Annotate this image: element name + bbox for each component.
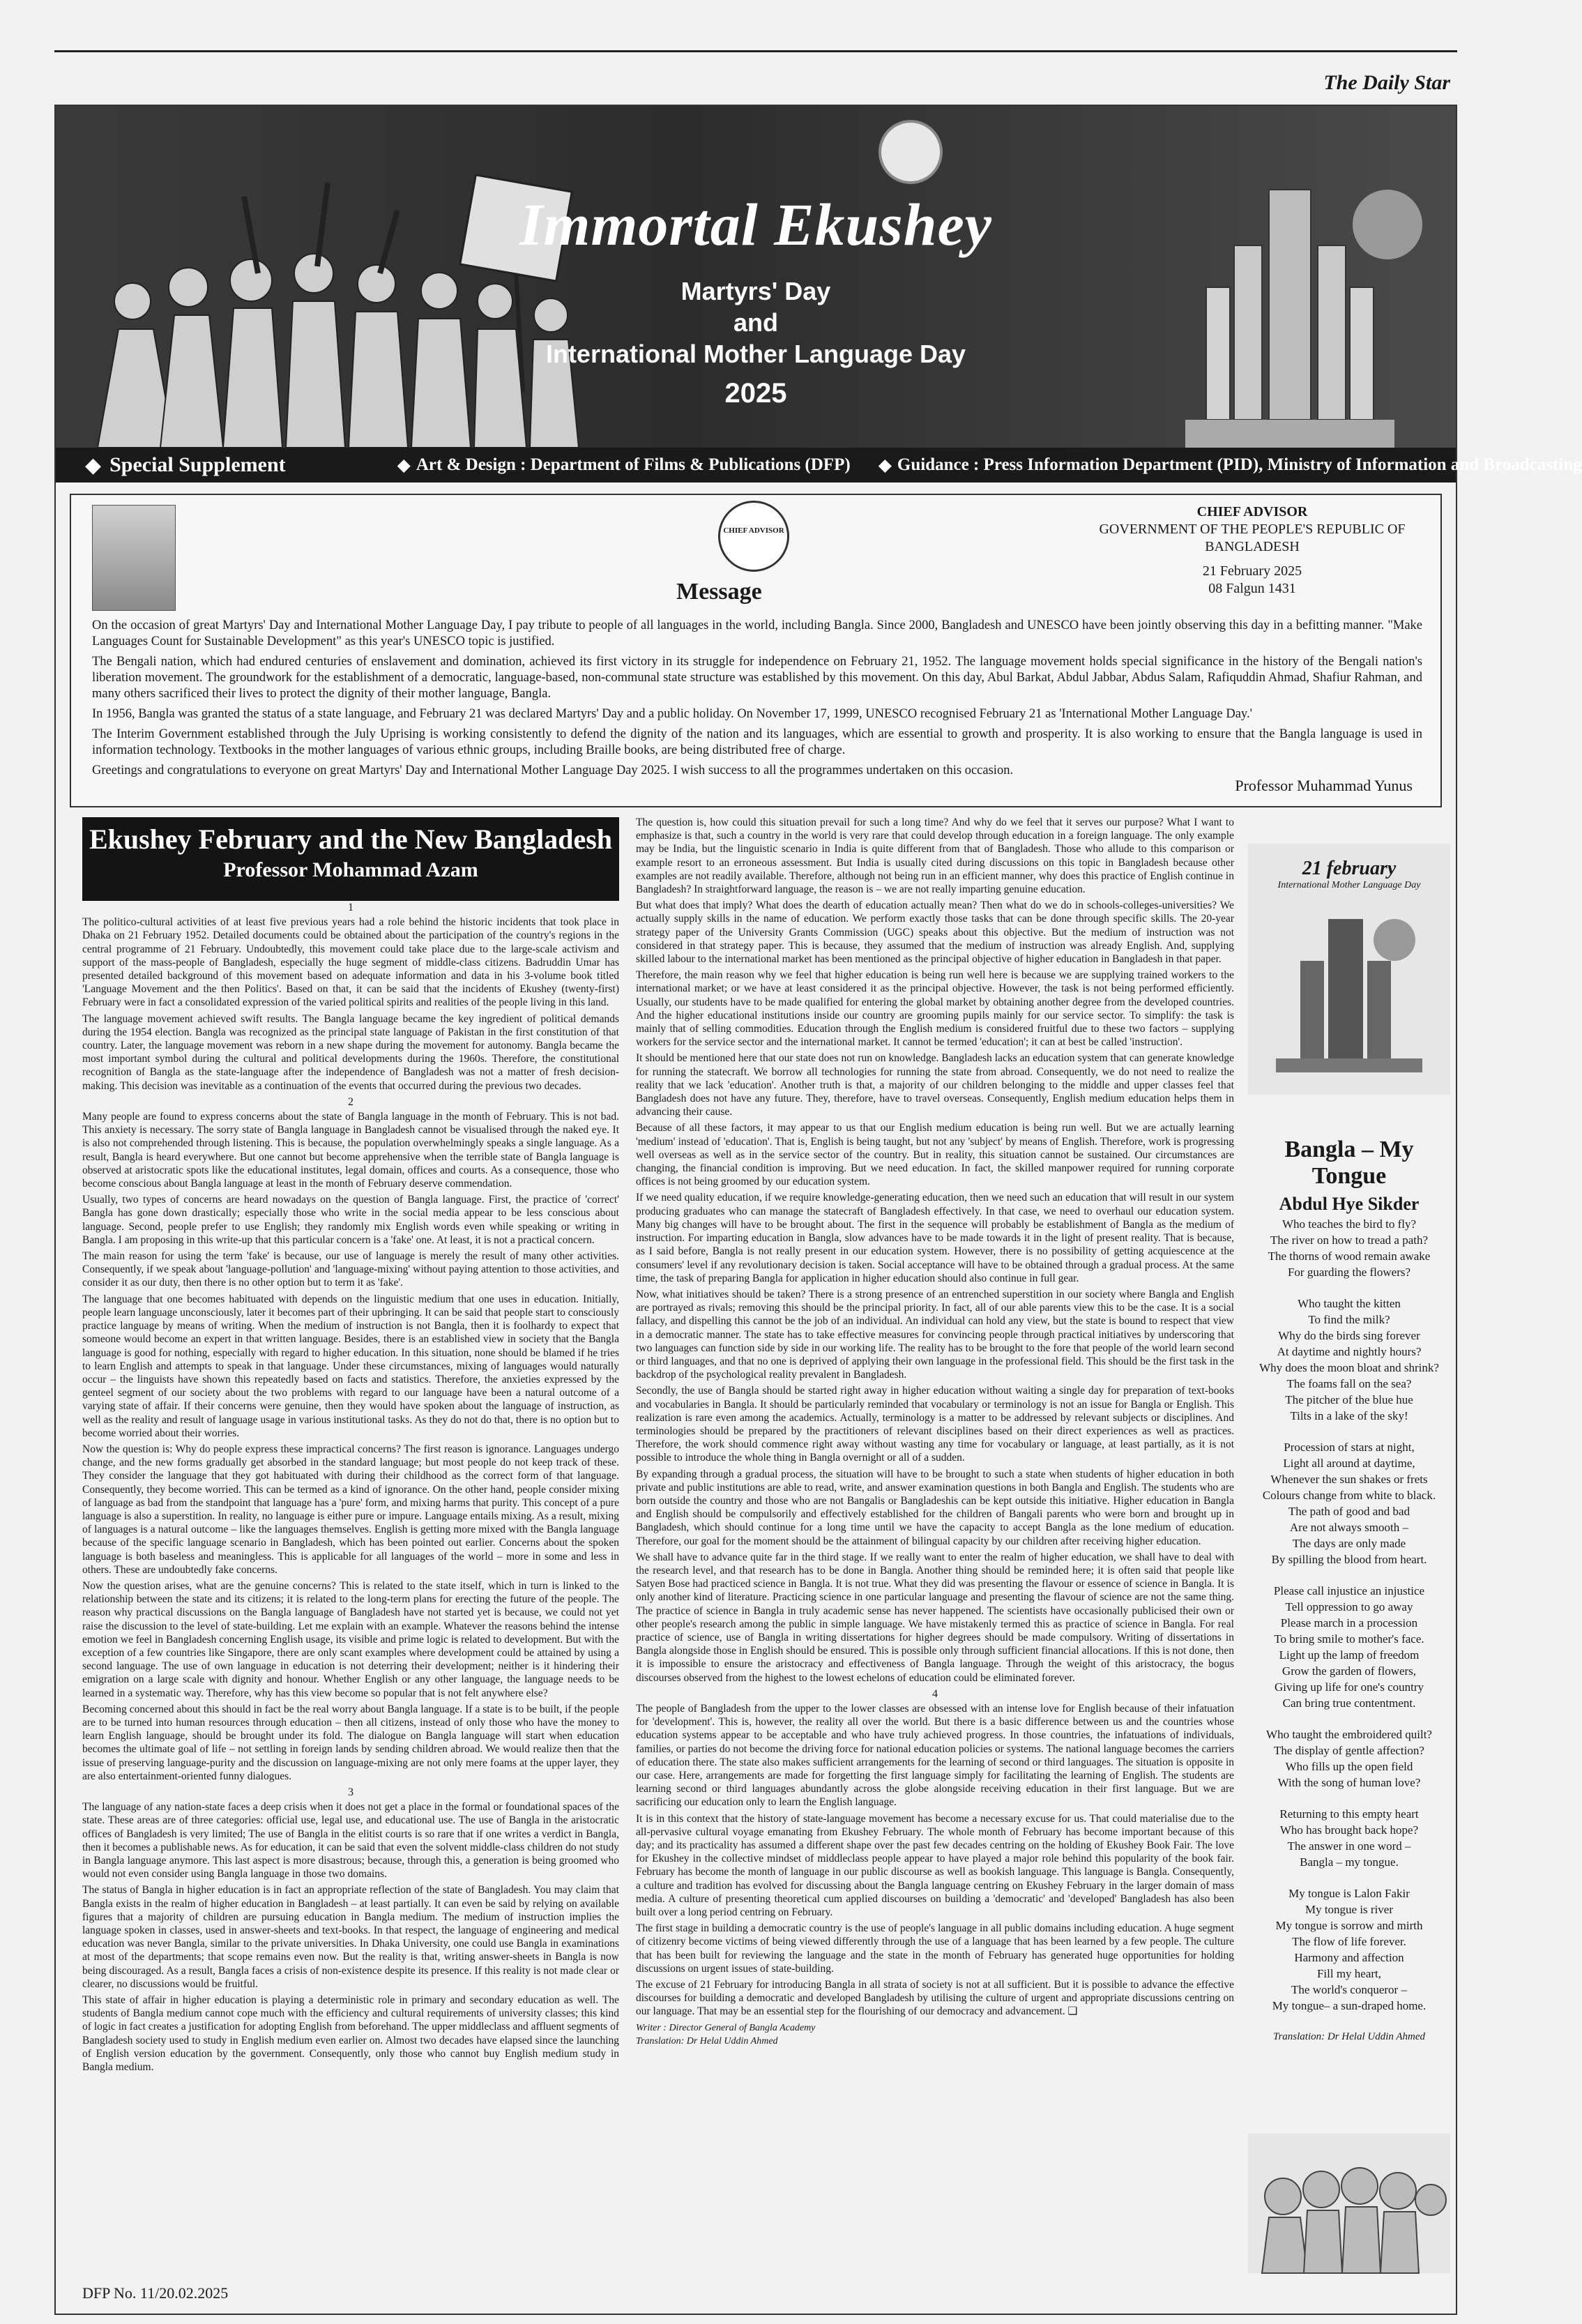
- article-paragraph: Now the question arises, what are the genuine concerns? This is related to the state itself, which in turn is linked to the relationship between the state and its citizens; it is related to the long-term plans for erecting the future of the people. The reason why practical discussions on the Bangla language of Bangladesh have not started yet is because, we could not yet raise the discussion to the level of state-building. Let me explain with an example. Whatever the reasons behind the intense emotion we feel in Bangladesh concerning English usage, its visible and prime logic is related to development. But with the exception of a few countries like Singapore, there are only scant examples where development could be attained by using a second language. The use of own language in education is not deterring their development; neither is it hindering their emigration on a large scale with dignity and honour. Whether English or any other language, the language needs to be learned in a systematic way. Therefore, why has this view become so popular that is not felt anywhere else?: [82, 1579, 619, 1699]
- article-paragraph: The first stage in building a democratic country is the use of people's language in all public domains including education. A huge segment of citizenry become victims of being viewed differently through the use of a language that has been learned by a few people. The culture that has been built for reviewing the language and the state in the month of February has generated huge opportunities for holding discussions on urgent issues of state-building.: [636, 1922, 1234, 1975]
- illustration-subtitle: International Mother Language Day: [1277, 880, 1421, 890]
- message-paragraph: The Interim Government established through the July Uprising is working consistently to defend the dignity of the nation and its languages, which are essential to growth and prosperity. It is also working to ensure that the Bangla language is used in information technology. Textbooks in the mother languages of various ethnic groups, including Braille books, are being distributed free of charge.: [92, 727, 1422, 757]
- bullet-icon: ◆: [878, 456, 892, 475]
- seal-text: CHIEF ADVISOR: [723, 526, 784, 535]
- message-header-right: [1092, 503, 1413, 598]
- message-body: [92, 618, 1422, 783]
- message-paragraph: The Bengali nation, which had endured centuries of enslavement and domination, achieved its first victory in its struggle for independence on February 21, 1952. The language movement holds special significance in the history of the Bengali nation's liberation movement. The groundwork for the establishment of a democratic, language-based, non-communal state structure was established by this movement. On this day, Abul Barkat, Abdul Jabbar, Abdus Salam, Rafiquddin Ahmad, Shafiur Rahman, and many others sacrificed their lives to protect the dignity of their mother language, Bangla.: [92, 655, 1422, 701]
- article-paragraph: The politico-cultural activities of at least five previous years had a role behind the historic incidents that took place in Dhaka on 21 February 1952. Detailed documents could be obtained about the participation of the country's regions in the central programme of 21 February. Undoubtedly, this movement could take place due to the large-scale activism and support of the mass-people of Bangladesh, especially the huge segment of middle-class citizens. Badruddin Umar has presented detailed background of this movement based on adequate information and data in his 3-volume book titled 'Language Movement and the then Politics'. Based on that, it can be said that the incidents of Ekushey (twenty-first) February were in fact a consolidated expression of the varied political spirits and realities of the people living in this land.: [82, 916, 619, 1009]
- article-paragraph: It is in this context that the history of state-language movement has become a necessary excuse for us. That could materialise due to the all-pervasive cultural voyage emanating from Ekushey February. The whole month of February has become important because of this day; and its practicality has assumed a different shape over the past few decades centring on the holding of Ekushey Book Fair. The love for Ekushey in the collective mindset of middleclass people appear to have played a major role behind this popularity of the book fair. February has become the month of language in our public discourse as well as bookish language. This language is Bangla. Consequently, a culture and tradition has evolved for discussing about the Bangla language centring on Ekushey February in the larger domain of mass media. A culture of presenting theoretical cum applied discourses on building a 'democratic' and 'developed' Bangladesh has also been built over a long period centring on February.: [636, 1812, 1234, 1919]
- section-number: 3: [348, 1786, 353, 1798]
- martyrs-sketch-illustration: [1248, 2134, 1450, 2273]
- bullet-icon: ◆: [85, 453, 102, 477]
- article-paragraph: The language movement achieved swift results. The Bangla language became the key ingredient of political demands during the 1954 election. Bangla was recognized as the principal state language of Pakistan in the first constitution of that country. Later, the language movement was reborn in a new shape during the movement for autonomy. Bangla became the most important symbol during the cultural and political developments during the 1960s. Therefore, the constitutional recognition of Bangla as the state-language after the independence of Bangladesh was not a matter of fresh decision-making. This decision was inevitable as a continuation of the events that occurred during the previous two decades.: [82, 1012, 619, 1092]
- message-date-bengali: 08 Falgun 1431: [1208, 581, 1296, 596]
- banner-title: Immortal Ekushey: [519, 191, 992, 258]
- article-paragraph: Now, what initiatives should be taken? There is a strong presence of an entrenched superstition in our society where Bangla and English are portrayed as rivals; removing this should be the principal priority. In fact, all of our able parents view this to be the case. It is a social fallacy, and dispelling this cannot be the job of an individual. An individual can hold any view, but the state is bound to respect that view in a democratic manner. The state has to take effective measures for convincing people through practical initiatives by underscoring that two languages can function side by side in our working life. The reality has to be brought to the fore that people of the world learn second or third languages, and that no one is deprived of applying their own language in the professional field. This should be the first task in the backdrop of the psychological reality prevalent in Bangladesh.: [636, 1288, 1234, 1381]
- section-number: 1: [348, 902, 353, 913]
- newspaper-masthead: The Daily Star: [1323, 71, 1450, 94]
- chief-advisor-seal: [718, 501, 789, 572]
- article-translation-note: Translation: Dr Helal Uddin Ahmed: [636, 2035, 778, 2046]
- message-date-gregorian: 21 February 2025: [1202, 563, 1302, 579]
- article-paragraph: The main reason for using the term 'fake' is because, our use of language is merely the result of many other activities. Consequently, if we speak about 'language-pollution' and 'language-mixing' without paying attention to those activities, and consider it as our duty, then there is no other option but to term it as 'fake'.: [82, 1250, 619, 1289]
- message-title: Message: [676, 579, 762, 605]
- banner-line-and: and: [733, 308, 778, 337]
- bullet-icon: ◆: [397, 456, 411, 475]
- poem-body: [1248, 1216, 1450, 2045]
- poem-stanza: Returning to this empty heart Who has brought back hope? The answer in one word – Bangla – my tongue.: [1279, 1807, 1419, 1869]
- article-headline-box: [82, 817, 619, 901]
- language-day-illustration: [1248, 844, 1450, 1095]
- martyrs-portraits-icon: [1248, 2134, 1450, 2273]
- poem-translation-credit: Translation: Dr Helal Uddin Ahmed: [1272, 2031, 1426, 2042]
- banner-line-martyrs-day: Martyrs' Day: [680, 277, 831, 305]
- poem-stanza: Procession of stars at night, Light all around at daytime, Whenever the sun shakes or frets Colours change from white to black. The path of good and bad Are not always smooth – The days are only made By spilling the blood from heart.: [1262, 1441, 1436, 1566]
- poem-header: [1248, 1137, 1450, 1215]
- article-paragraph: Becoming concerned about this should in fact be the real worry about Bangla language. If a state is to be built, if the people are to be turned into human resources through education – then all citizens, instead of only those who have the money to learn English language, should be brought under its fold. The dialogue on Bangla language will start when education becomes the ultimate goal of life – not settling in foreign lands by sending children abroad. We would realize then that the issue of preserving language-purity and the discussion on language-mixing are not only mere foams at the upper layer, they are also entertainment-oriented funny dialogues.: [82, 1703, 619, 1782]
- article-paragraph: But what does that imply? What does the dearth of education actually mean? Then what do we do in schools-colleges-universities? We actually supply skills in the name of education. We perform exactly those tasks that can be done through specific skills. The 20-year strategy paper of the University Grants Commission (UGC) speaks about this objective. But the medium of instruction was not considered in that strategy paper. This is because, they assumed that the medium of instruction was already English. And, supplying skilled labour to the international market has been mentioned as the principal objective of higher education in Bangladesh in that paper.: [636, 899, 1234, 966]
- article-author: Professor Mohammad Azam: [223, 858, 478, 881]
- art-design-credit: Art & Design : Department of Films & Publications (DFP): [416, 455, 851, 474]
- poem-stanza: Who taught the kitten To find the milk? Why do the birds sing forever At daytime and nightly hours? Why does the moon bloat and shrink? The foams fall on the sea? The pitcher of the blue hue Tilts in a lake of the sky!: [1259, 1297, 1439, 1422]
- top-rule: [54, 50, 1457, 52]
- government-name: GOVERNMENT OF THE PEOPLE'S REPUBLIC OF BANGLADESH: [1099, 522, 1406, 554]
- dfp-number: DFP No. 11/20.02.2025: [82, 2284, 229, 2302]
- article-paragraph: Usually, two types of concerns are heard nowadays on the question of Bangla language. First, the practice of 'correct' Bangla has gone down drastically; especially those who write in the social media appear to be less conscious about language. Second, people prefer to use English; they randomly mix English words even while speaking or writing in Bangla. I am proposing in this write-up that this particular concern is a 'fake' one. At least, it is not a practical concern.: [82, 1194, 619, 1246]
- poem-title: Bangla – My Tongue: [1284, 1137, 1414, 1189]
- article-writer-note: Writer : Director General of Bangla Academy: [636, 2022, 816, 2033]
- poem-stanza: Please call injustice an injustice Tell oppression to go away Please march in a procession To bring smile to mother's face. Light up the lamp of freedom Grow the garden of flowers, Giving up life for one's country Can bring true contentment.: [1273, 1584, 1425, 1710]
- article-column-middle: [636, 816, 1234, 2280]
- bangladesh-emblem: [879, 120, 943, 184]
- article-paragraph: By expanding through a gradual process, the situation will have to be brought to such a state when students of higher education in both private and public institutions are able to read, write, and answer examination questions in both Bangla and English. The students who are born outside the country and those who are not Bangalis or Bangladeshis can be kept outside this initiative. Higher education in Bangla and English should be compulsorily and effectively established for the children of Bangali parents who were born and brought up in Bangladesh, which should continue for a long time until we have the capacity to accept Bangla as the lone medium of education. Therefore, our goal for the moment should be the attainment of bilingual capacity by our children after receiving higher education.: [636, 1468, 1234, 1547]
- message-paragraph: On the occasion of great Martyrs' Day and International Mother Language Day, I pay tribute to people of all languages in the world, including Bangla. Since 2000, Bangladesh and UNESCO have been jointly observing this day in a befitting manner. "Make Languages Count for Sustainable Development" as this year's UNESCO topic is justified.: [92, 618, 1422, 648]
- article-paragraph: Because of all these factors, it may appear to us that our English medium education is being run well. But we are actually learning 'medium' instead of 'education'. That is, English is being taught, but not any 'subject' by means of English. Therefore, work is progressing well overseas as well as in the service sector of the country. But in reality, this situation cannot be sustained. Our circumstances are changing, the financial condition is improving. But we need education. In fact, the skilled manpower required for running corporate offices is not being groomed by our education system.: [636, 1122, 1234, 1188]
- article-paragraph: The language that one becomes habituated with depends on the linguistic medium that one uses in education. Initially, people learn language unconsciously, later it becomes part of their upbringing. It can be said that people start to consciously practice language by means of writing. When the medium of instruction is not Bangla, then it is foolhardy to expect that someone would become an expert in that written language. Besides, there is an established view in society that the Bangla language is good for nothing, especially with regard to higher education. In this situation, none should be blamed if he tries to learn English and attempts to speak in that language. Under these circumstances, mixing of languages would naturally occur – the linguists have shown this repeatedly based on facts and statistics. Therefore, the anxieties expressed by the genteel segment of our society about the two problems with regard to our language have been a natural outcome of a varying state of affair. If their concerns were genuine, then they would have spoken about the language of instruction, as well as the reality and result of language usage in various institutional tasks. As they do not do that, there is no option but to become worried about their worries.: [82, 1293, 619, 1439]
- article-paragraph: The excuse of 21 February for introducing Bangla in all strata of society is not at all sufficient. But it is possible to advance the effective discourses for building a democratic and developed Bangladesh by utilising the culture of urgent and appropriate discussions centring on our language. That may be an essential step for the flourishing of our democracy and advancement. ❏: [636, 1979, 1234, 2018]
- article-paragraph: We shall have to advance quite far in the third stage. If we really want to enter the realm of higher education, we shall have to deal with the research level, and that research has to be done in Bangla. Another thing should be reminded here; it is often said that people like Satyen Bose had practiced science in Bangla. It is not true. What they did was presenting the flavour or essence of science in Bangla. It is only another kind of literature. Practicing science in one particular language and presenting the flavour of science are not the same thing. The practice of science in Bangla in truly academic sense has never happened. The scientists have occasionally publicised their own or other people's research among the public in simple language. We have mistakenly termed this as practice of science in Bangla. For real practice of science, use of Bangla in writing dissertations for higher degrees should be made compulsory. Writing of dissertations in Bangla alongside those in English should be ensured. This is possible only through sufficient financial allocations. If this is not done, then it is impossible to ensure the aristocracy and effectiveness of Bangla language. Through the weight of this aristocracy, the bogus discourses observed from the highest to the lowest echelons of education could be eliminated forever.: [636, 1551, 1234, 1684]
- minar-sketch-icon: [1248, 891, 1450, 1086]
- article-paragraph: Therefore, the main reason why we feel that higher education is being run well here is because we are supplying trained workers to the international market; or we have at least considered it as the principal objective. However, the task is not being performed efficiently. Usually, our students have to be made qualified for entering the global market by obtaining another degree from the developed countries. And the higher educational institutions inside our country are grooming pupils mainly for our service sector. To simplify: the task is mainly that of selling commodities. Education through the English medium is considered fruitful due to these two factors – supplying workers for the service sector and the international market. It cannot be termed 'education'; it can at best be called 'instruction'.: [636, 969, 1234, 1049]
- article-paragraph: The status of Bangla in higher education is in fact an appropriate reflection of the state of Bangladesh. You may claim that Bangla exists in the realm of higher education in Bangladesh – at least partially. It can even be said by relying on available figures that a majority of children are pursuing education in Bangla medium. The medium of instruction implies the language spoken in classes, used in answer-sheets and text-books. In that respect, the language of engineering and medical education was never Bangla, similar to the private universities. In Dhaka University, one could use Bangla in examinations at most of the departments; that scope remains even now. But the reality is that, writing answer-sheets in Bangla is now being discouraged. As a result, Bangla faces a crisis of non-existence despite its presence. If this reality is not made clear or clearer, no discussions would be fruitful.: [82, 1884, 619, 1990]
- section-number: 2: [348, 1095, 353, 1108]
- poem-stanza: Who teaches the bird to fly? The river on how to tread a path? The thorns of wood remain awake For guarding the flowers?: [1268, 1217, 1431, 1279]
- article-paragraph: If we need quality education, if we require knowledge-generating education, then we need such an education that will result in our system producing graduates who can manage the statecraft of Bangladesh effectively. In that case, we need to overhaul our education system. Many big changes will have to be brought about. The first in the sequence will probably be establishment of Bangla as the medium of instruction. For imparting education in Bangla, slow advances have to be made towards it in the light of present reality. That is because, as I said before, Bangla is not really present in our education system. However, there is no possibility of getting acquiescence at the consumers' level if any revolutionary decision is taken. Social acceptance will have to be obtained through a gradual process. At the same time, the task of preparing Bangla for application in higher education should also continue in full gear.: [636, 1192, 1234, 1284]
- signatory-name: Professor Muhammad Yunus: [1235, 777, 1413, 794]
- article-paragraph: The language of any nation-state faces a deep crisis when it does not get a place in the formal or foundational spaces of the state. These areas are of three categories: official use, legal use, and educational use. The use of Bangla in the aristocratic offices of Bangladesh is very limited; The use of Bangla in the elitist courts is so rare that if one writes a verdict in Bangla, then it becomes a publishable news. As for education, it can be said that even the solvent middle-class children do not study in Bangla language anymore. This last aspect is more disastrous; because, through this, a generation is being groomed who would not even consider using Bangla language in those two domains.: [82, 1801, 619, 1881]
- illustration-title: 21 february: [1302, 858, 1397, 879]
- chief-advisor-portrait: [92, 505, 176, 611]
- article-paragraph: The people of Bangladesh from the upper to the lower classes are obsessed with an intense love for English because of their infatuation for 'development'. This is, however, the reality all over the world. But there is a basic difference between us and the countries whose education systems appear to be acceptable and who have truly achieved progress. In those countries, the infatuations of individuals, families, or parties do not become the driving force for national education policies or systems. The national language becomes the carriers of education there. The state also makes sufficient arrangements for the learning of second or third languages. The situation is opposite in our case. Here, arrangements are made for forgetting the first language simply for facilitating the learning of English. The students are learning second or third languages abundantly across the globe alongside receiving education in their first language. But we are sacrificing our education only to learn the English language.: [636, 1703, 1234, 1809]
- supplement-banner: [56, 106, 1456, 448]
- supplement-credit-strip: [56, 448, 1582, 483]
- article-column-left: [82, 899, 619, 2277]
- banner-line-year: 2025: [724, 378, 787, 409]
- message-paragraph: In 1956, Bangla was granted the status of a state language, and February 21 was declared Martyrs' Day and a public holiday. On November 17, 1999, UNESCO recognised February 21 as 'International Mother Language Day.': [92, 707, 1252, 721]
- banner-line-mother-language-day: International Mother Language Day: [545, 340, 966, 368]
- article-paragraph: It should be mentioned here that our state does not run on knowledge. Bangladesh lacks an education system that can generate knowledge for running the statecraft. We borrow all technologies for running the state from abroad. Consequently, we do not need to realize the reality that we lack 'education'. Another truth is that, a majority of our children belonging to the middle and upper classes feel that Bangladesh does not have any future. They, therefore, have to travel overseas. Consequently, English medium education helps them in advancing their cause.: [636, 1052, 1234, 1118]
- message-paragraph: Greetings and congratulations to everyone on great Martyrs' Day and International Mother Language Day 2025. I wish success to all the programmes undertaken on this occasion.: [92, 764, 1014, 777]
- article-paragraph: The question is, how could this situation prevail for such a long time? And why do we feel that it serves our purpose? What I want to emphasize is that, such a country in the world is very rare that could develop through education in a foreign language. The only example may be India, but the linguistic scenario in India is quite different from that of Bangladesh. Those who allude to this comparison or example resort to an erroneous assessment. But India is usually cited during discussions on this topic in Bangladesh because other examples are not readily available. Therefore, although not being run in an efficient manner, why does this practice of English continue in Bangladesh? In straightforward language, the reason is – we are not really imparting genuine education.: [636, 817, 1234, 896]
- section-number: 4: [932, 1687, 938, 1700]
- article-paragraph: Secondly, the use of Bangla should be started right away in higher education without waiting a single day for preparation of text-books and vocabularies in Bangla. It should be particularly reminded that vocabulary or terminology is not an issue for Bangla or English. This realization is rare even among the academics. Actually, terminology is a matter to be addressed by relevant subjects or disciplines. And terminologies should be prepared by the practitioners of relevant disciplines based on their direct experiences as well as practices. Therefore, the work should commence right away without wasting any time for vocabulary or language, at least partially, as it is not possible to introduce the whole thing in Bangla overnight or all of a sudden.: [636, 1385, 1234, 1464]
- special-supplement-label: Special Supplement: [109, 453, 286, 476]
- article-headline: Ekushey February and the New Bangladesh: [89, 823, 613, 855]
- poem-author: Abdul Hye Sikder: [1279, 1194, 1420, 1214]
- guidance-credit: Guidance : Press Information Department (PID), Ministry of Information and Broadcasting: [897, 455, 1582, 474]
- article-paragraph: This state of affair in higher education is playing a deterministic role in primary and secondary education as well. The students of Bangla medium cannot cope much with the efficiency and cultural requirements of university classes; this kind of logic in fact creates a justification for adopting English from beforehand. The upper middleclass and affluent segments of Bangladesh society used to study in English medium even earlier on. Almost two decades have elapsed since the launching of English version education by the government. Consequently, only those who cannot buy English medium study in Bangla medium.: [82, 1994, 619, 2074]
- poem-stanza: My tongue is Lalon Fakir My tongue is river My tongue is sorrow and mirth The flow of life forever. Harmony and affection Fill my heart, The world's conqueror – My tongue– a sun-draped home.: [1272, 1887, 1427, 2012]
- role-title: CHIEF ADVISOR: [1196, 504, 1308, 519]
- article-paragraph: Now the question is: Why do people express these impractical concerns? The first reason is ignorance. Languages undergo change, and the new forms gradually get absorbed in the standard language; but most people do not keep track of these. They consider the language that they got habituated with during their childhood as the correct form of that language. Consequently, they become worried. This can be termed as a kind of ignorance. On the other hand, people consider mixing of language as bad from the standpoint that language has a 'pure' form, and mixing harms that purity. This concept of a pure language is also a superstition. In reality, no language is either pure or impure. Language entails mixing. As a result, mixing of languages is a natural outcome – like the languages themselves. English is getting more mixed with the Bangla language because of the specific language scenario in Bangladesh, which has been pointed out earlier. Concerns about the spoken language is both baseless and meaningless. This is applicable for all languages of the world – more in some and less in others. These are undoubtedly fake concerns.: [82, 1443, 619, 1576]
- article-paragraph: Many people are found to express concerns about the state of Bangla language in the month of February. This is not bad. This anxiety is necessary. The sorry state of Bangla language in Bangladesh cannot be visualised through the naked eye. It is also not comprehended through listening. This is because, the population overwhelmingly speaks a single language. As a result, Bangla is heard everywhere. But one cannot but become apprehensive when the terrible state of Bangla language is observed at aristocratic spots like the educational institutes, legal domain, offices and courts. As a consequence, those who become conscious about Bangla language at least in the month of February deserve commendation.: [82, 1111, 619, 1190]
- poem-stanza: Who taught the embroidered quilt? The display of gentle affection? Who fills up the open field With the song of human love?: [1266, 1728, 1432, 1789]
- chief-advisor-message: [70, 494, 1442, 807]
